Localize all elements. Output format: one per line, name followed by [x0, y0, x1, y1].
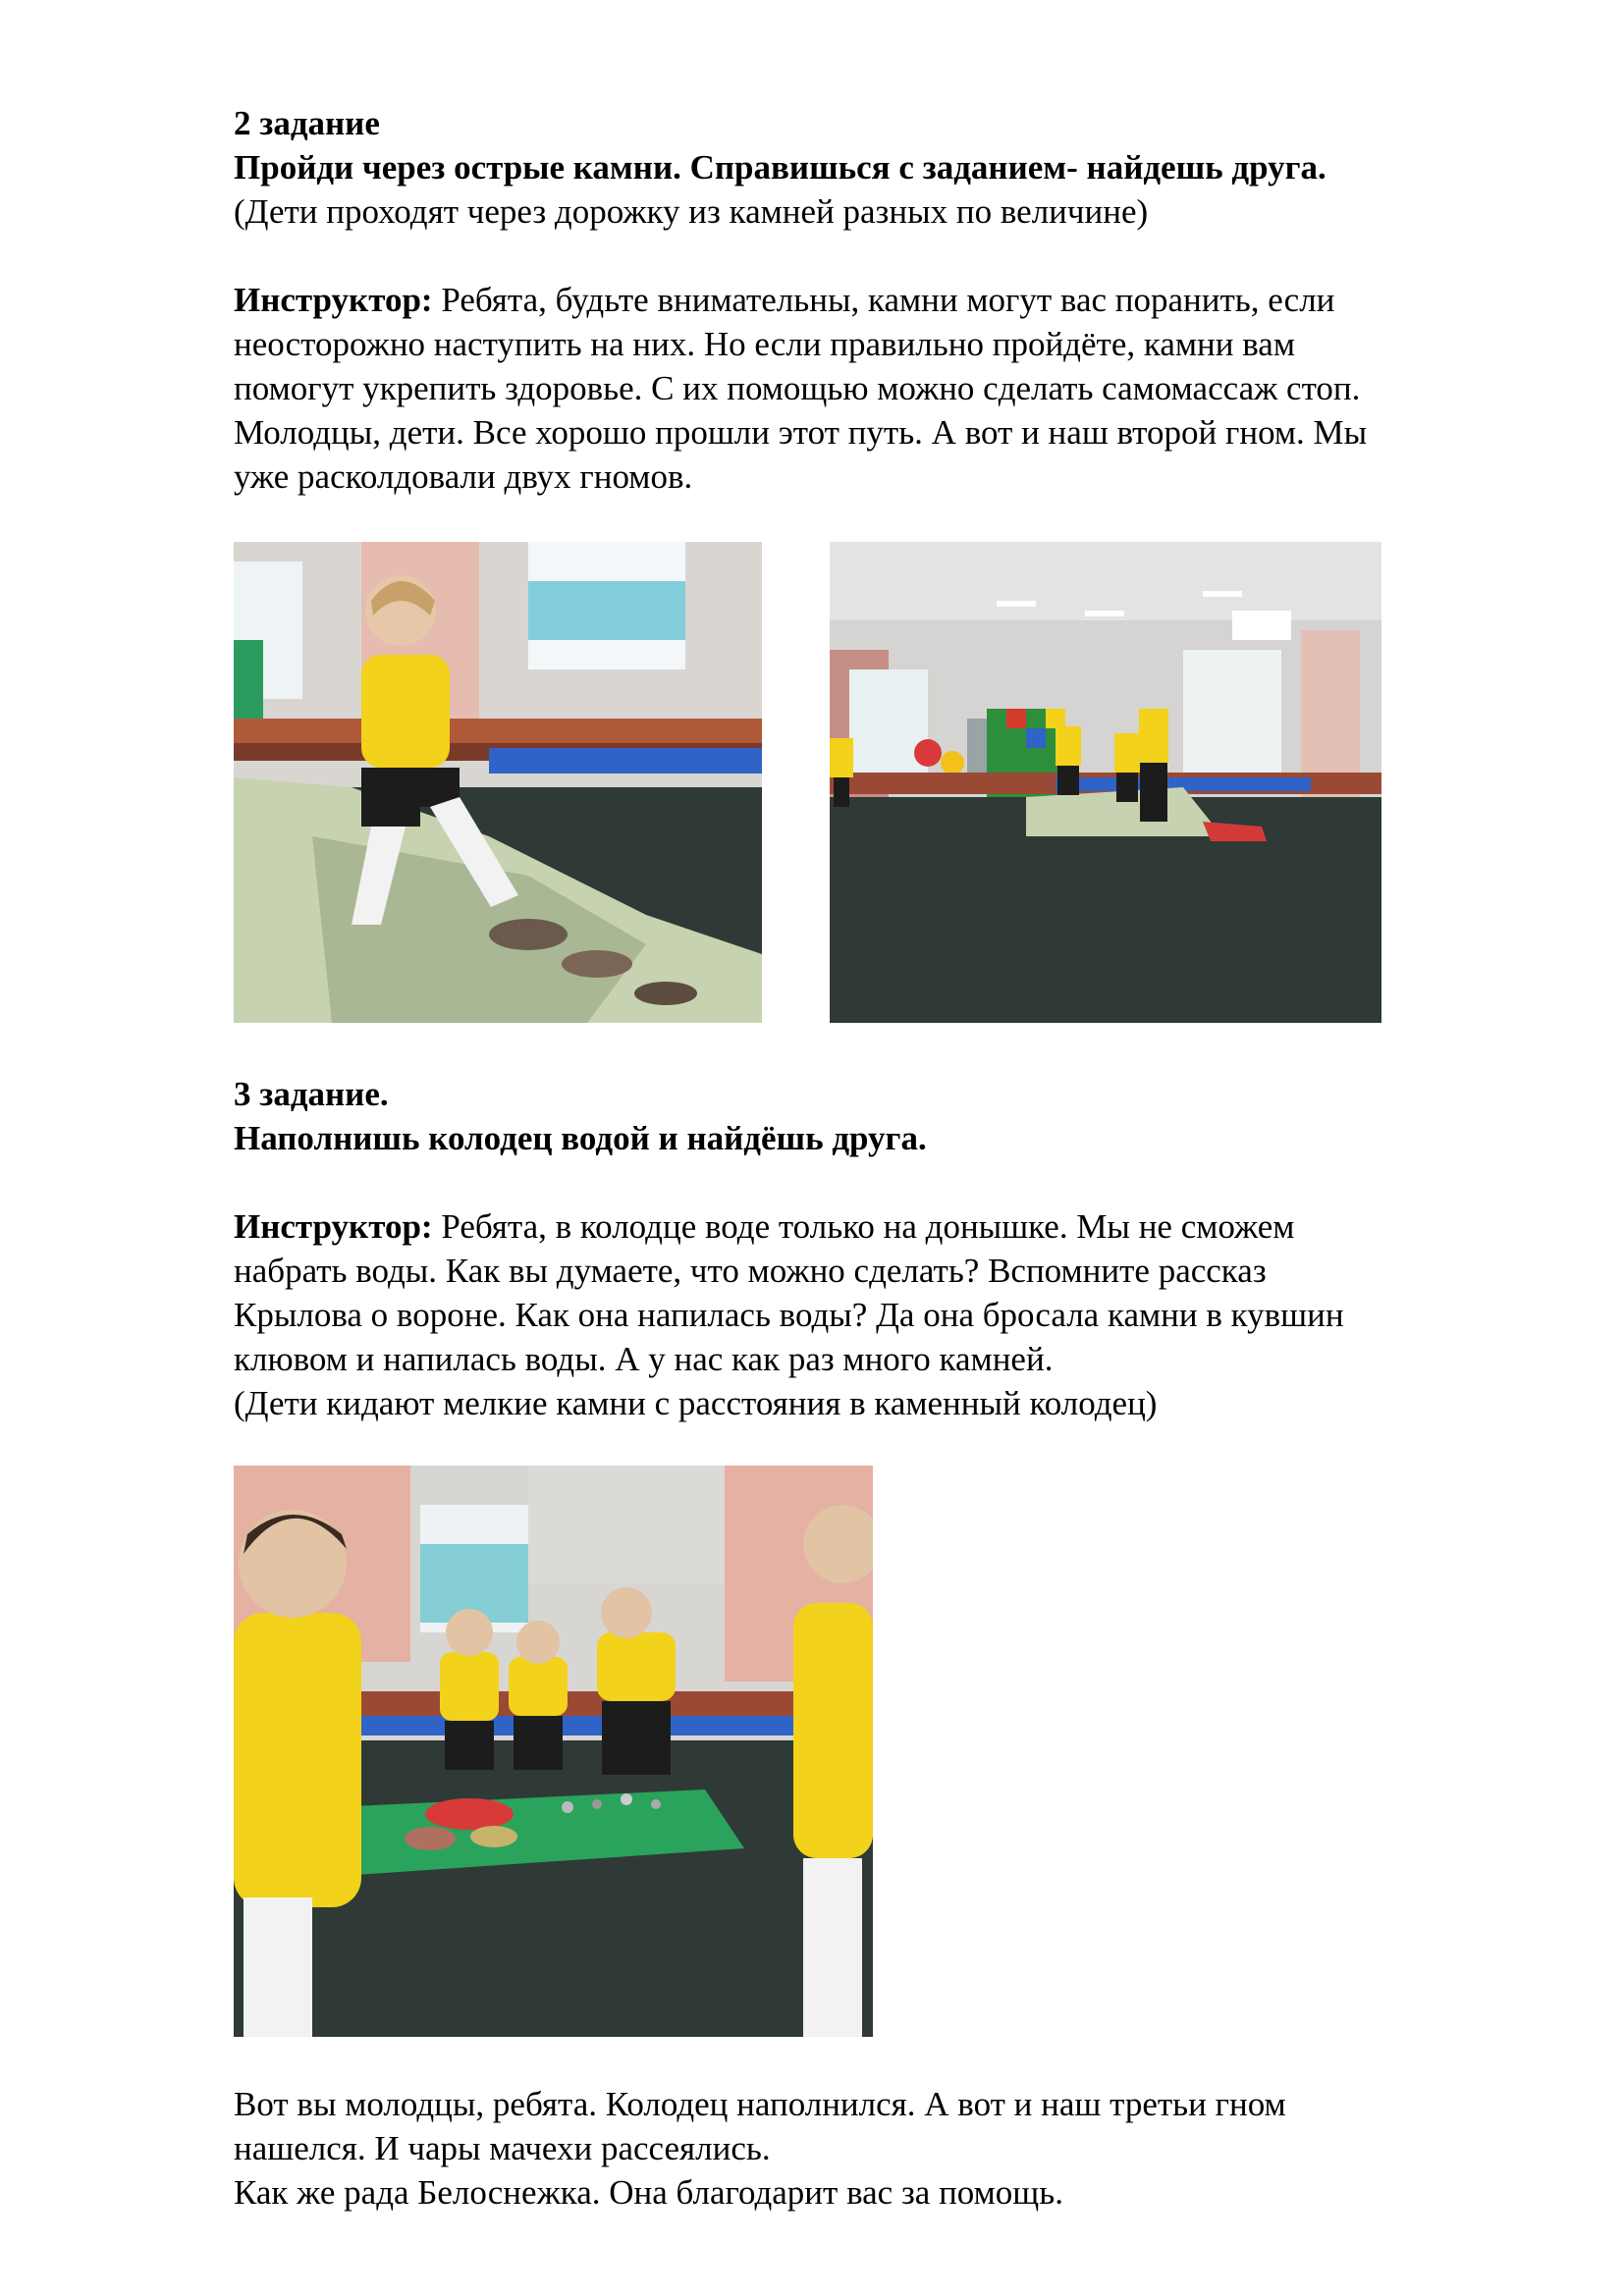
task2-heading: 2 задание — [234, 104, 380, 142]
task2-title: Пройди через острые камни. Справишься с заданием- найдешь друга. — [234, 148, 1326, 187]
task2-text-1: Ребята, будьте внимательны, камни могут вас поранить, если — [432, 281, 1335, 319]
task3-text-1: Ребята, в колодце воде только на донышке. Мы не сможем — [432, 1207, 1295, 1246]
task2-text-3: помогут укрепить здоровье. С их помощью можно сделать самомассаж стоп. — [234, 369, 1361, 407]
task2-text-4: Молодцы, дети. Все хорошо прошли этот путь. А вот и наш второй гном. Мы — [234, 413, 1368, 452]
closing-line-2: нашелся. И чары мачехи рассеялись. — [234, 2129, 771, 2167]
speaker-label: Инструктор: — [234, 281, 433, 319]
task3-text-4: клювом и напилась воды. А у нас как раз много камней. — [234, 1340, 1054, 1378]
closing-line-1: Вот вы молодцы, ребята. Колодец наполнился. А вот и наш третьи гном — [234, 2085, 1286, 2123]
task3-instructor-line-1 — [234, 1204, 1510, 1249]
task3-text-2: набрать воды. Как вы думаете, что можно сделать? Вспомните рассказ — [234, 1252, 1267, 1290]
photo-children-filling-well — [234, 1466, 873, 2037]
task2-text-2: неосторожно наступить на них. Но если правильно пройдёте, камни вам — [234, 325, 1295, 363]
task3-heading: 3 задание. — [234, 1075, 389, 1113]
task2-instructor-line-1 — [234, 278, 1510, 322]
photo-child-on-stones — [234, 542, 762, 1023]
photo-gym-overview — [830, 542, 1381, 1023]
task3-title: Наполнишь колодец водой и найдёшь друга. — [234, 1119, 927, 1157]
task3-note: (Дети кидают мелкие камни с расстояния в каменный колодец) — [234, 1384, 1158, 1422]
speaker-label: Инструктор: — [234, 1207, 433, 1246]
closing-line-3: Как же рада Белоснежка. Она благодарит вас за помощь. — [234, 2173, 1063, 2212]
task3-text-3: Крылова о вороне. Как она напилась воды? Да она бросала камни в кувшин — [234, 1296, 1344, 1334]
task2-text-5: уже расколдовали двух гномов. — [234, 457, 693, 496]
task2-note: (Дети проходят через дорожку из камней разных по величине) — [234, 192, 1149, 231]
